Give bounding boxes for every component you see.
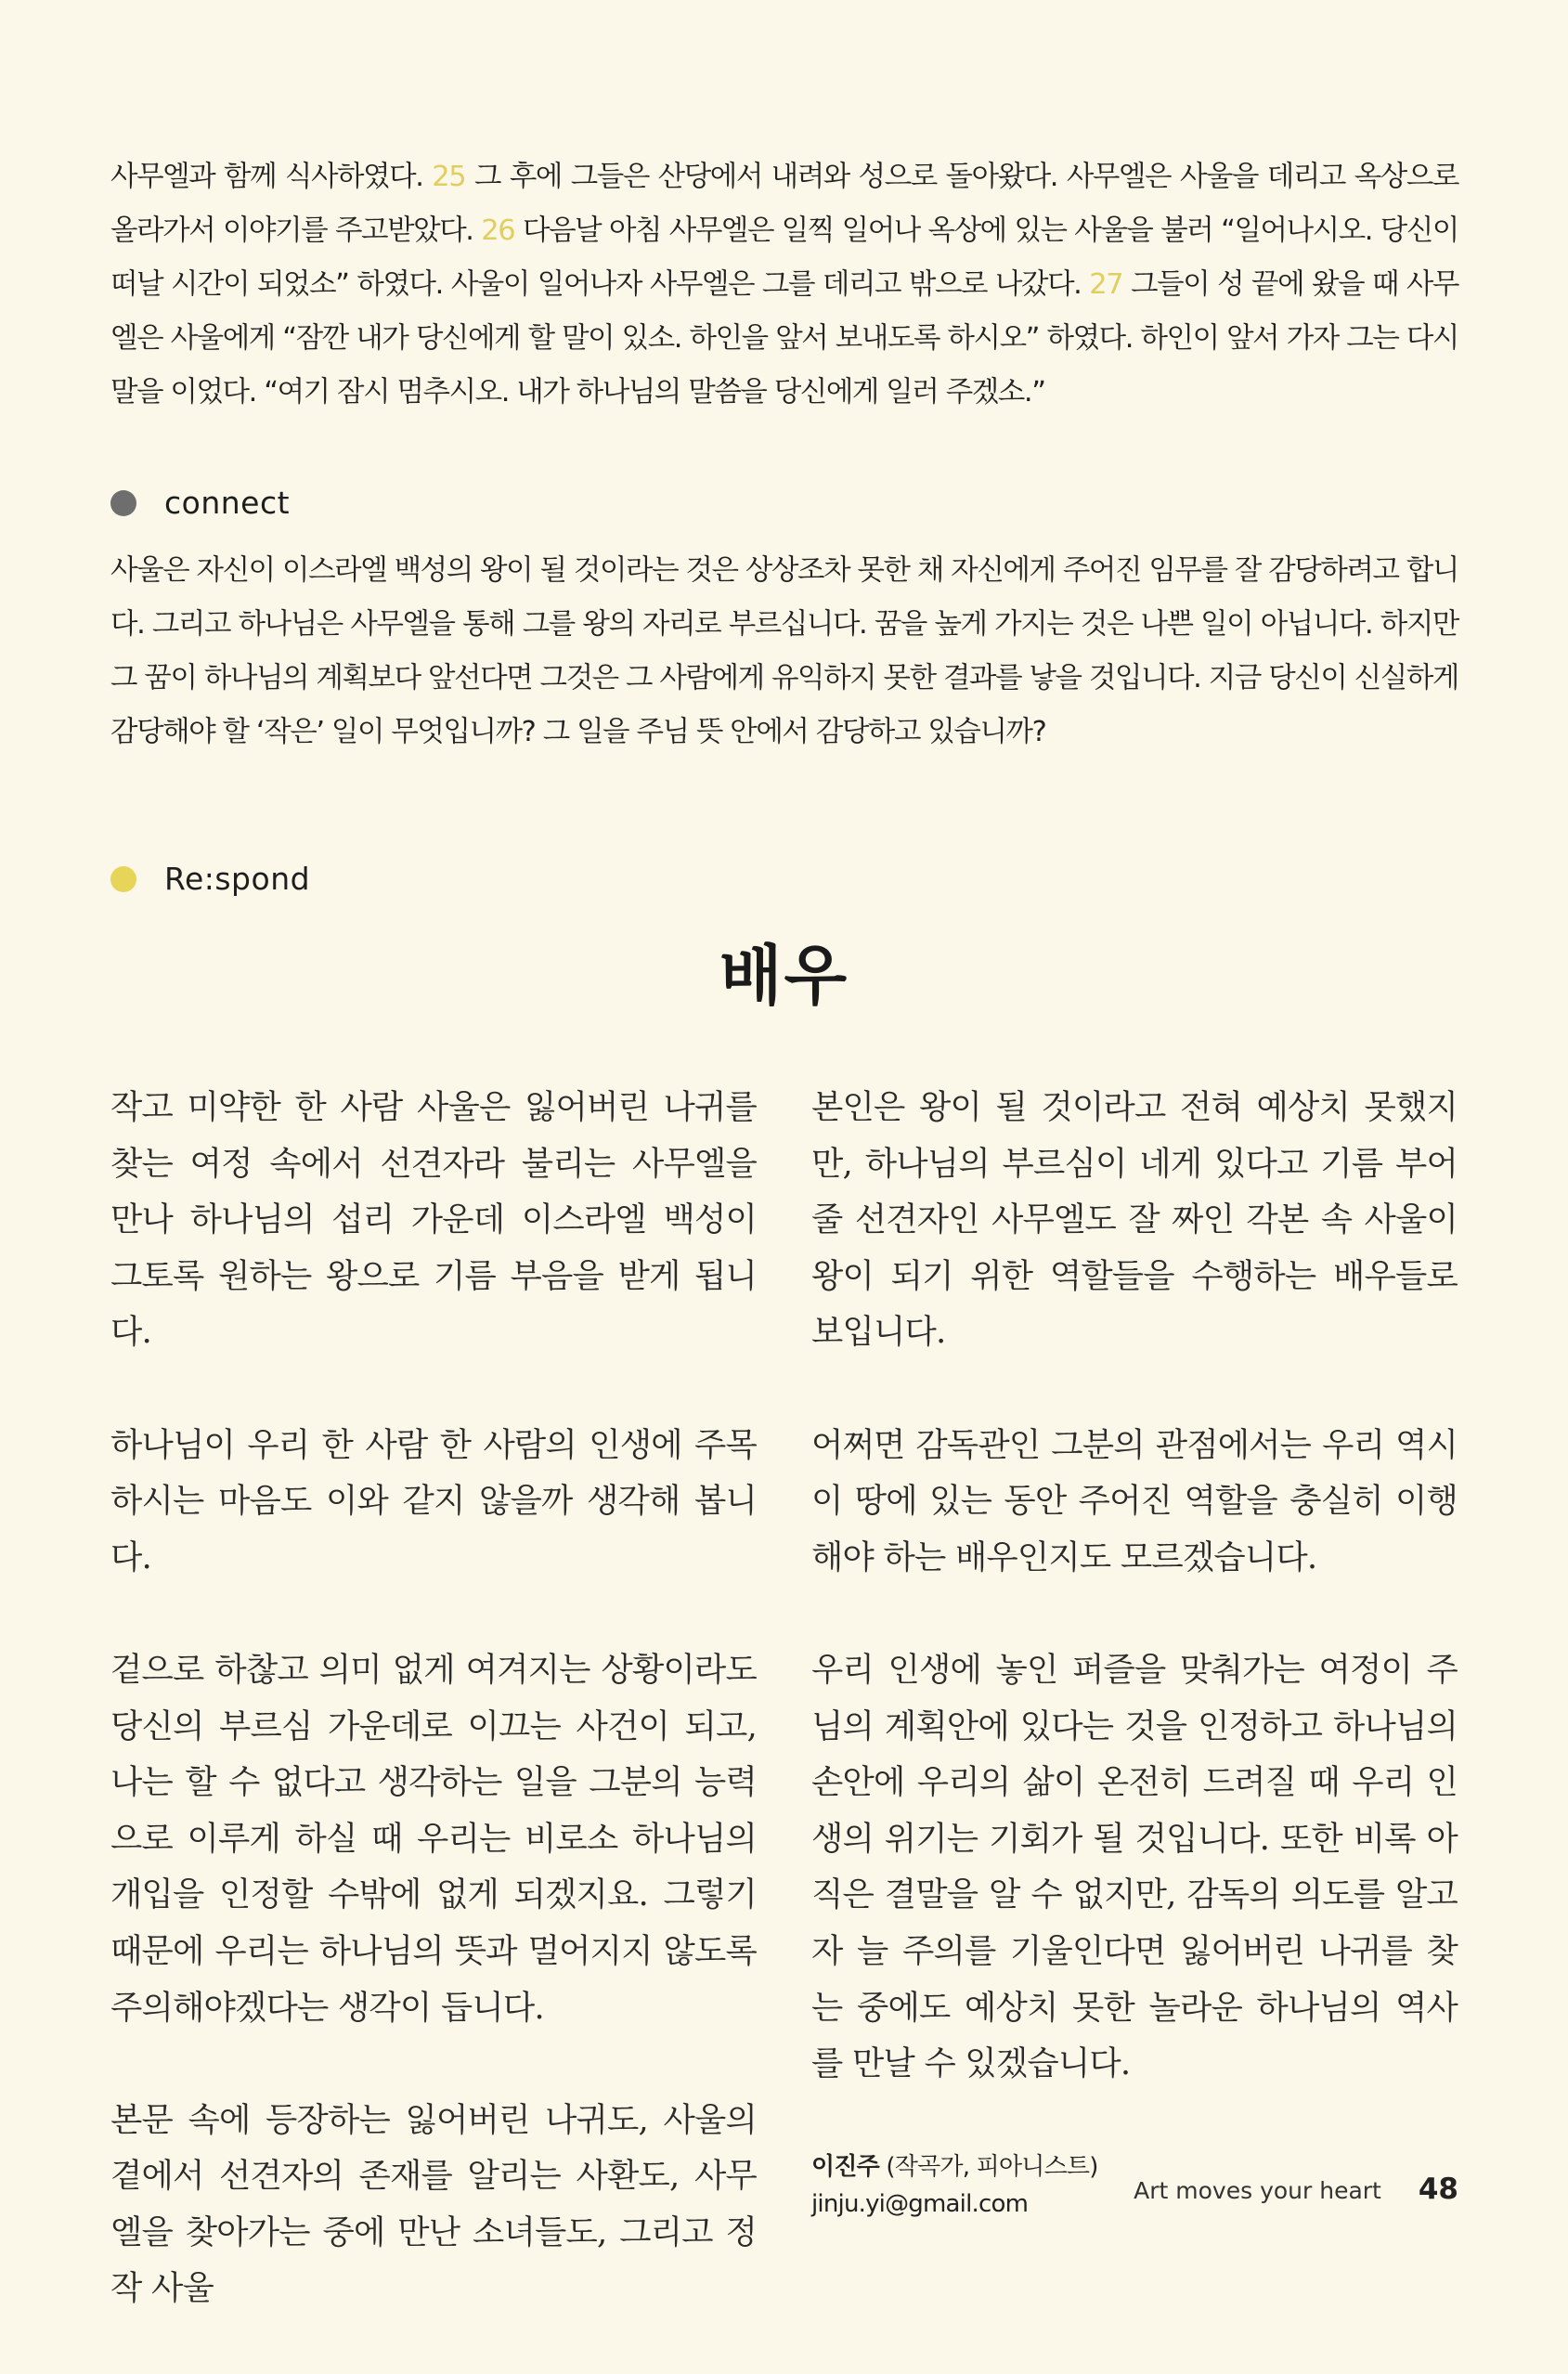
connect-body: 사울은 자신이 이스라엘 백성의 왕이 될 것이라는 것은 상상조차 못한 채 자신에게 주어진 임무를 잘 감당하려고 합니다. 그리고 하나님은 사무엘을 통해 그를 왕의 자리로 부르십니다. 꿈을 높게 가지는 것은 나쁜 일이 아닙니다. 하지만 그 꿈이 하나님의 계획보다 앞선다면 그것은 그 사람에게 유익하지 못한 결과를 낳을 것입니다. 지금 당신이 신실하게 감당해야 할 ‘작은’ 일이 무엇입니까? 그 일을 주님 뜻 안에서 감당하고 있습니까?	[110, 554, 1458, 748]
author-role: (작곡가, 피아니스트)	[878, 2153, 1098, 2182]
footer-tagline: Art moves your heart	[1134, 2177, 1381, 2204]
scripture-text: 사무엘과 함께 식사하였다.	[110, 161, 433, 193]
author-name: 이진주	[811, 2153, 879, 2182]
scripture-passage	[110, 150, 1458, 420]
page-footer	[1134, 2173, 1458, 2206]
essay-paragraph: 작고 미약한 한 사람 사울은 잃어버린 나귀를 찾는 여정 속에서 선견자라 불리는 사무엘을 만나 하나님의 섭리 가운데 이스라엘 백성이 그토록 원하는 왕으로 기름 부음을 받게 됩니다.	[110, 1088, 757, 1352]
page-number: 48	[1418, 2173, 1458, 2206]
essay-paragraph: 하나님이 우리 한 사람 한 사람의 인생에 주목하시는 마음도 이와 같지 않을까 생각해 봅니다.	[110, 1425, 757, 1576]
verse-number: 26	[481, 214, 515, 247]
essay-title: 배우	[719, 938, 849, 1014]
scripture-text: 그 후에 그들은 산당에서 내려와 성으로 돌아왔다. 사무엘은 사울을 데리고 옥상으로 올라가서 이야기를 주고받았다.	[110, 161, 1458, 247]
connect-section-header	[110, 485, 290, 521]
essay-paragraph: 어쩌면 감독관인 그분의 관점에서는 우리 역시 이 땅에 있는 동안 주어진 역할을 충실히 이행해야 하는 배우인지도 모르겠습니다.	[811, 1425, 1458, 1576]
respond-section-header	[110, 861, 310, 897]
respond-heading: Re:spond	[164, 861, 311, 897]
scripture-text: 그들이 성 끝에 왔을 때 사무엘은 사울에게 “잠깐 내가 당신에게 할 말이 있소. 하인을 앞서 보내도록 하시오” 하였다. 하인이 앞서 가자 그는 다시 말을 이었다. “여기 잠시 멈추시오. 내가 하나님의 말씀을 당신에게 일러 주겠소.”	[110, 268, 1458, 409]
verse-number: 25	[432, 161, 466, 193]
verse-number: 27	[1089, 268, 1123, 301]
essay-paragraph: 본문 속에 등장하는 잃어버린 나귀도, 사울의 곁에서 선견자의 존재를 알리는 사환도, 사무엘을 찾아가는 중에 만난 소녀들도, 그리고 정작 사울	[110, 2100, 757, 2308]
essay-paragraph: 겉으로 하찮고 의미 없게 여겨지는 상황이라도 당신의 부르심 가운데로 이끄는 사건이 되고, 나는 할 수 없다고 생각하는 일을 그분의 능력으로 이루게 하실 때 우리는 비로소 하나님의 개입을 인정할 수밖에 없게 되겠지요. 그렇기 때문에 우리는 하나님의 뜻과 멀어지지 않도록 주의해야겠다는 생각이 듭니다.	[110, 1650, 757, 2027]
essay-right-column	[811, 1080, 1458, 2223]
gray-bullet-icon	[110, 490, 136, 516]
author-email: jinju.yi@gmail.com	[811, 2190, 1029, 2219]
yellow-bullet-icon	[110, 866, 136, 892]
scripture-text: 다음날 아침 사무엘은 일찍 일어나 옥상에 있는 사울을 불러 “일어나시오. 당신이 떠날 시간이 되었소” 하였다. 사울이 일어나자 사무엘은 그를 데리고 밖으로 나갔다.	[110, 214, 1458, 301]
essay-left-column	[110, 1080, 757, 2374]
essay-paragraph: 우리 인생에 놓인 퍼즐을 맞춰가는 여정이 주님의 계획안에 있다는 것을 인정하고 하나님의 손안에 우리의 삶이 온전히 드려질 때 우리 인생의 위기는 기회가 될 것입니다. 또한 비록 아직은 결말을 알 수 없지만, 감독의 의도를 알고자 늘 주의를 기울인다면 잃어버린 나귀를 찾는 중에도 예상치 못한 놀라운 하나님의 역사를 만날 수 있겠습니다.	[811, 1650, 1458, 2083]
essay-paragraph: 본인은 왕이 될 것이라고 전혀 예상치 못했지만, 하나님의 부르심이 네게 있다고 기름 부어 줄 선견자인 사무엘도 잘 짜인 각본 속 사울이 왕이 되기 위한 역할들을 수행하는 배우들로 보입니다.	[811, 1088, 1458, 1352]
connect-heading: connect	[164, 485, 291, 521]
